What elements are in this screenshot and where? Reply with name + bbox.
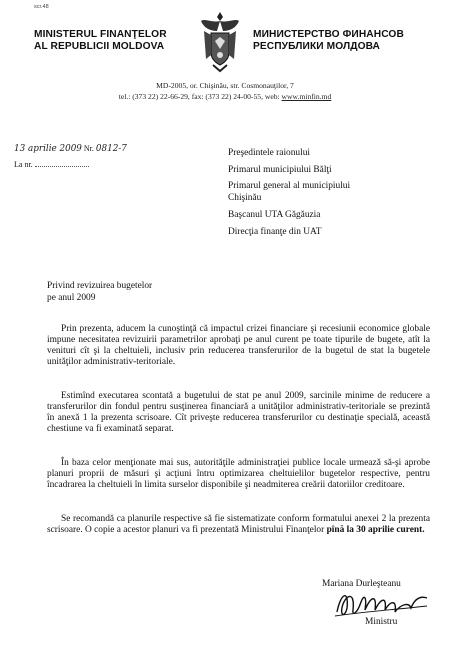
body-paragraph: Prin prezenta, aducem la cunoştinţă că impactul crizei financiare şi recesiunii economice globale impune necesitatea revizuirii parametrilor aprobaţi pe anul curent pe toate tipurile de bugete, atît la venituri cît şi la cheltuieli, inclusiv prin reducerea transferurilor de la bugetul de stat la bugetele unităţilor administrativ-teritoriale. bbox=[47, 324, 430, 368]
recommendation-text: Se recomandă ca planurile respective să fie sistematizate conform formatului anexei 2 la prezenta scrisoare. O copie a acestor planuri va fi prezentată Ministrului Finanţelor bbox=[47, 514, 430, 536]
subject-line: pe anul 2009 bbox=[47, 293, 96, 303]
reference-number-line bbox=[14, 158, 89, 169]
body-paragraph: Estimînd executarea scontată a bugetului de stat pe anul 2009, sarcinile minime de reducere a transferurilor din fondul pentru susţinerea financiară a unităţilor administrativ-teritoriale se prezintă în anexă 1 la prezenta scrisoare. Cît priveşte reducerea transferurilor cu destinaţie specială, această chestiune va fi examinată separat. bbox=[47, 391, 430, 435]
recipient-line: Direcţia finanţe din UAT bbox=[228, 227, 322, 237]
reference-blank bbox=[35, 158, 89, 167]
letter-body bbox=[47, 458, 430, 491]
letter-body bbox=[47, 514, 430, 536]
contact-line bbox=[0, 92, 450, 102]
recipient-line: Primarul municipiului Bălţi bbox=[228, 165, 332, 175]
ministry-name-ru-line-1: МИНИСТЕРСТВО ФИНАНСОВ bbox=[253, 29, 404, 40]
recipient-line: Başcanul UTA Găgăuzia bbox=[228, 210, 321, 220]
subject-line: Privind revizuirea bugetelor bbox=[47, 281, 153, 291]
number-label: Nr. bbox=[83, 144, 94, 153]
phone-fax: tel.: (373 22) 22-66-29, fax: (373 22) 24-00-55, web: bbox=[118, 92, 282, 101]
ministry-name-ro-line-1: MINISTERUL FINANŢELOR bbox=[34, 29, 167, 40]
letter-body bbox=[47, 391, 430, 435]
moldova-coat-of-arms-icon bbox=[199, 9, 241, 73]
deadline-text: pînă la 30 aprilie curent. bbox=[326, 525, 425, 536]
body-paragraph bbox=[47, 514, 430, 536]
registration-line bbox=[14, 144, 127, 154]
website-link[interactable]: www.minfin.md bbox=[281, 92, 332, 101]
ministry-name-romanian bbox=[34, 29, 167, 53]
handwritten-number: 0812-7 bbox=[95, 144, 127, 154]
handwritten-date: 13 aprilie 2009 bbox=[14, 144, 82, 154]
document-code: scr.48 bbox=[34, 4, 49, 10]
signatory-name: Mariana Durleşteanu bbox=[322, 579, 401, 589]
recipient-line: Chişinău bbox=[228, 193, 262, 203]
recipient-line: Preşedintele raionului bbox=[228, 148, 311, 158]
ministry-name-russian bbox=[253, 29, 404, 53]
letter-body bbox=[47, 324, 430, 368]
body-paragraph: În baza celor menţionate mai sus, autorităţile administraţiei publice locale urmează să-şi aprobe planuri proprii de măsuri şi acţiuni întru optimizarea cheltuielilor bugetelor respective, pentru încadrarea la cheltuieli în limita surselor disponibile şi neadmiterea creării datoriilor creditoare. bbox=[47, 458, 430, 491]
ministry-name-ro-line-2: AL REPUBLICII MOLDOVA bbox=[34, 41, 165, 52]
reference-label: La nr. bbox=[14, 160, 33, 169]
postal-address: MD-2005, or. Chişinău, str. Cosmonauţilor, 7 bbox=[156, 81, 294, 90]
signatory-title: Ministru bbox=[365, 617, 398, 627]
ministry-name-ru-line-2: РЕСПУБЛИКИ МОЛДОВА bbox=[253, 41, 381, 52]
recipient-line: Primarul general al municipiului bbox=[228, 181, 351, 191]
